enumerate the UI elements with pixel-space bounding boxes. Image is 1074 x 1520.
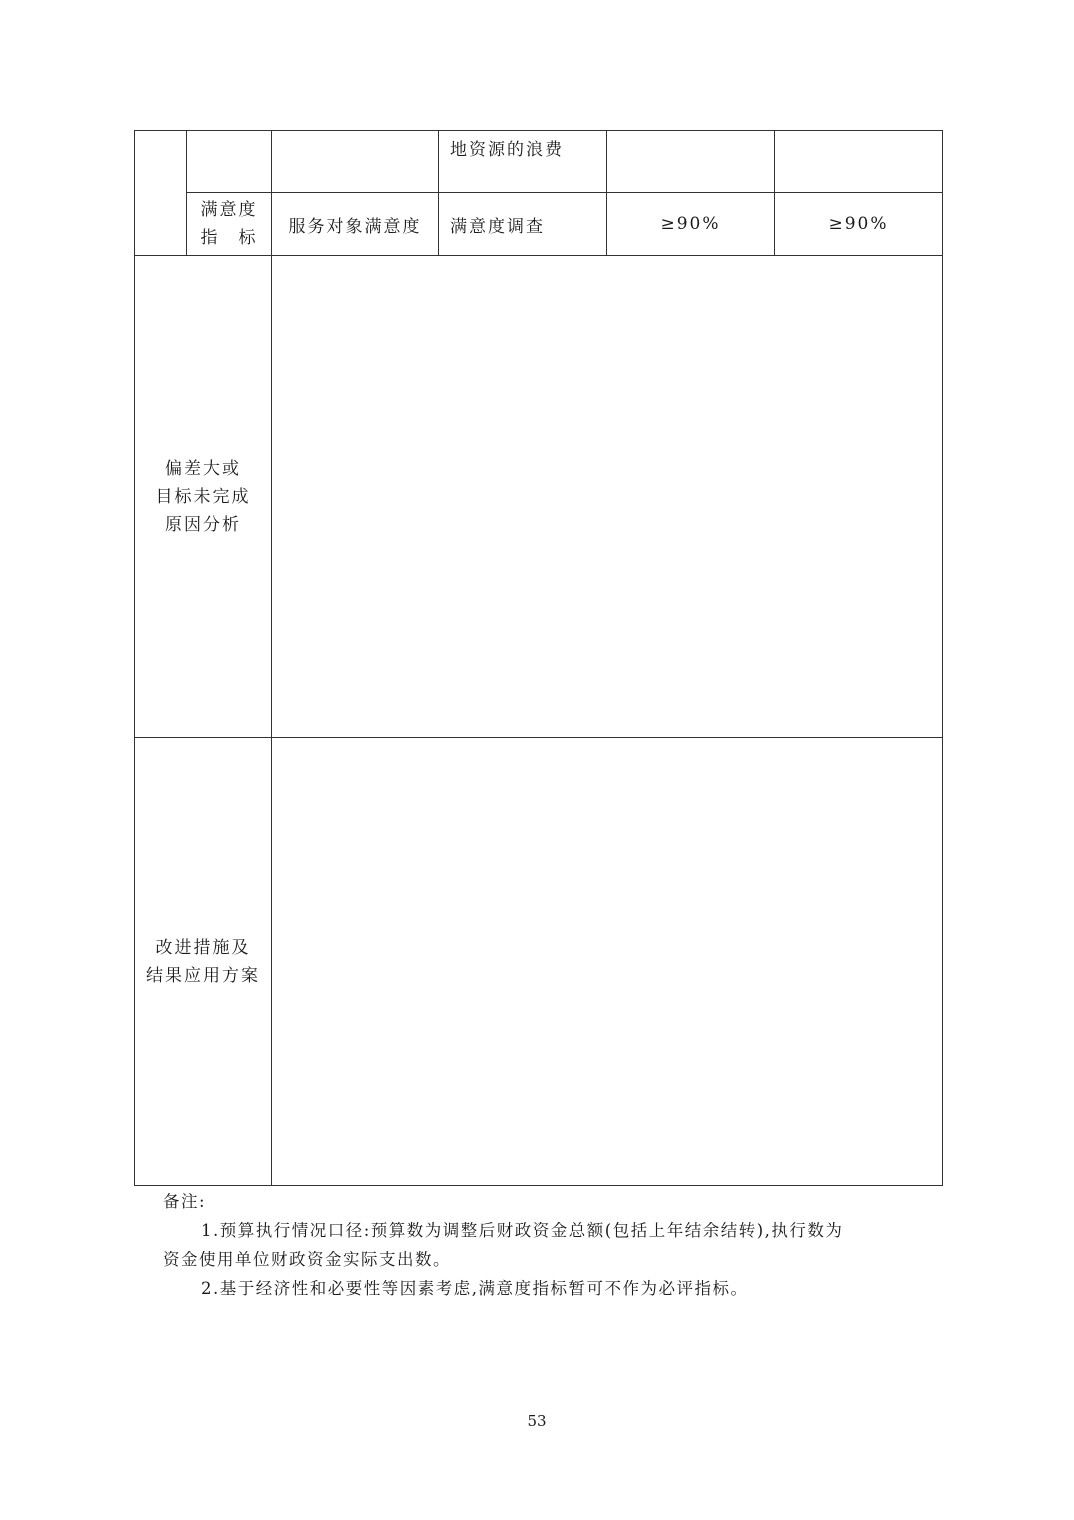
- table-row-satisfaction: [135, 193, 943, 256]
- improvement-content-cell[interactable]: [272, 738, 943, 1186]
- indicator-name-cell: [272, 193, 439, 256]
- actual-value-text: ≥90%: [828, 214, 889, 234]
- target-value-text: ≥90%: [660, 214, 721, 234]
- performance-evaluation-table: [134, 130, 943, 1186]
- improvement-label-line1: 改进措施及: [155, 937, 251, 958]
- indicator-name-text: 服务对象满意度: [288, 216, 422, 237]
- indicator-content-text: 满意度调查: [450, 216, 545, 237]
- indicator-content-cell: [439, 193, 607, 256]
- category-cell-merged: [135, 131, 187, 256]
- notes-item-2: 2.基于经济性和必要性等因素考虑,满意度指标暂可不作为必评指标。: [201, 1279, 749, 1298]
- notes-heading: 备注:: [163, 1192, 207, 1211]
- sub-category-label-line2: 指 标: [200, 228, 258, 248]
- deviation-label-cell: [135, 256, 272, 738]
- deviation-content-cell[interactable]: [272, 256, 943, 738]
- indicator-text: 地资源的浪费: [450, 140, 564, 160]
- sub-category-cell-empty: [187, 131, 272, 193]
- notes-section: [163, 1187, 923, 1303]
- deviation-label-line2: 目标未完成: [155, 486, 251, 507]
- actual-value-cell: [775, 193, 943, 256]
- actual-value-cell-empty: [775, 131, 943, 193]
- sub-category-label-line1: 满意度: [200, 200, 258, 220]
- table-row-deviation: [135, 256, 943, 738]
- indicator-name-cell-empty: [272, 131, 439, 193]
- improvement-label-line2: 结果应用方案: [146, 965, 260, 986]
- indicator-cell: [439, 131, 607, 193]
- sub-category-cell: [187, 193, 272, 256]
- target-value-cell-empty: [607, 131, 775, 193]
- table-row-improvement: [135, 738, 943, 1186]
- notes-item-1-line-2: 资金使用单位财政资金实际支出数。: [163, 1250, 451, 1269]
- improvement-label-cell: [135, 738, 272, 1186]
- table-row-previous: [135, 131, 943, 193]
- target-value-cell: [607, 193, 775, 256]
- deviation-label-line1: 偏差大或: [165, 458, 241, 479]
- notes-item-1-line-1: 1.预算执行情况口径:预算数为调整后财政资金总额(包括上年结余结转),执行数为: [201, 1221, 844, 1240]
- page-number: 53: [527, 1412, 547, 1430]
- deviation-label-line3: 原因分析: [165, 514, 241, 535]
